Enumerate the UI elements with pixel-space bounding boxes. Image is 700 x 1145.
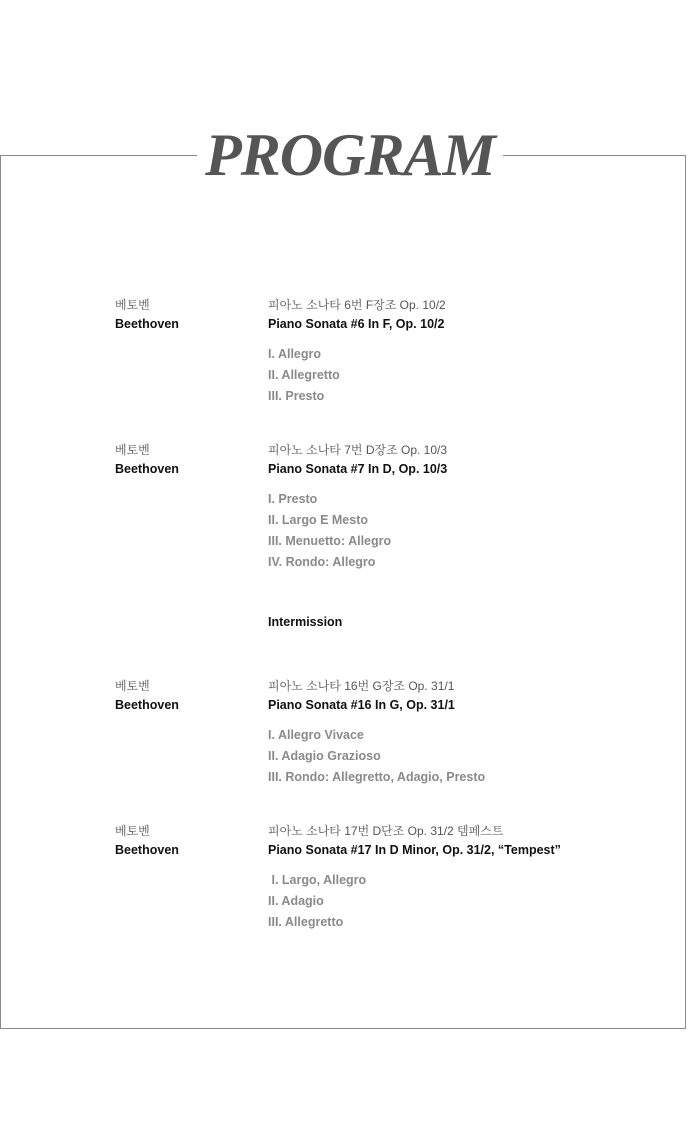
movement-list bbox=[268, 346, 340, 409]
work-title-english: Piano Sonata #6 In F, Op. 10/2 bbox=[268, 317, 445, 331]
movement-list bbox=[268, 727, 485, 790]
work-title-english: Piano Sonata #17 In D Minor, Op. 31/2, “Tempest” bbox=[268, 843, 561, 857]
movement-item: III. Menuetto: Allegro bbox=[268, 534, 392, 548]
movement-list bbox=[268, 491, 391, 575]
page-title: PROGRAM bbox=[197, 120, 503, 190]
composer-korean: 베토벤 bbox=[115, 679, 150, 693]
work-title-korean: 피아노 소나타 6번 F장조 Op. 10/2 bbox=[268, 298, 446, 312]
composer-english: Beethoven bbox=[115, 698, 179, 712]
composer-korean: 베토벤 bbox=[115, 443, 150, 457]
movement-item: I. Allegro bbox=[268, 347, 322, 361]
composer-korean: 베토벤 bbox=[115, 298, 150, 312]
movement-list bbox=[268, 872, 366, 935]
movement-item: IV. Rondo: Allegro bbox=[268, 555, 376, 569]
movement-item: II. Adagio Grazioso bbox=[268, 749, 381, 763]
work-title-korean: 피아노 소나타 16번 G장조 Op. 31/1 bbox=[268, 679, 455, 693]
movement-item: III. Rondo: Allegretto, Adagio, Presto bbox=[268, 770, 486, 784]
title-container bbox=[0, 120, 700, 190]
movement-item: III. Presto bbox=[268, 389, 325, 403]
work-title-english: Piano Sonata #16 In G, Op. 31/1 bbox=[268, 698, 455, 712]
movement-item: I. Presto bbox=[268, 492, 318, 506]
work-title-korean: 피아노 소나타 7번 D장조 Op. 10/3 bbox=[268, 443, 448, 457]
movement-item: III. Allegretto bbox=[268, 915, 344, 929]
intermission-label: Intermission bbox=[268, 615, 343, 629]
movement-item: II. Adagio bbox=[268, 894, 324, 908]
composer-korean: 베토벤 bbox=[115, 824, 150, 838]
movement-item: I. Largo, Allegro bbox=[268, 873, 367, 887]
work-title-english: Piano Sonata #7 In D, Op. 10/3 bbox=[268, 462, 448, 476]
work-title-korean: 피아노 소나타 17번 D단조 Op. 31/2 템페스트 bbox=[268, 824, 504, 838]
movement-item: II. Allegretto bbox=[268, 368, 340, 382]
composer-english: Beethoven bbox=[115, 462, 179, 476]
movement-item: II. Largo E Mesto bbox=[268, 513, 369, 527]
composer-english: Beethoven bbox=[115, 317, 179, 331]
movement-item: I. Allegro Vivace bbox=[268, 728, 364, 742]
composer-english: Beethoven bbox=[115, 843, 179, 857]
